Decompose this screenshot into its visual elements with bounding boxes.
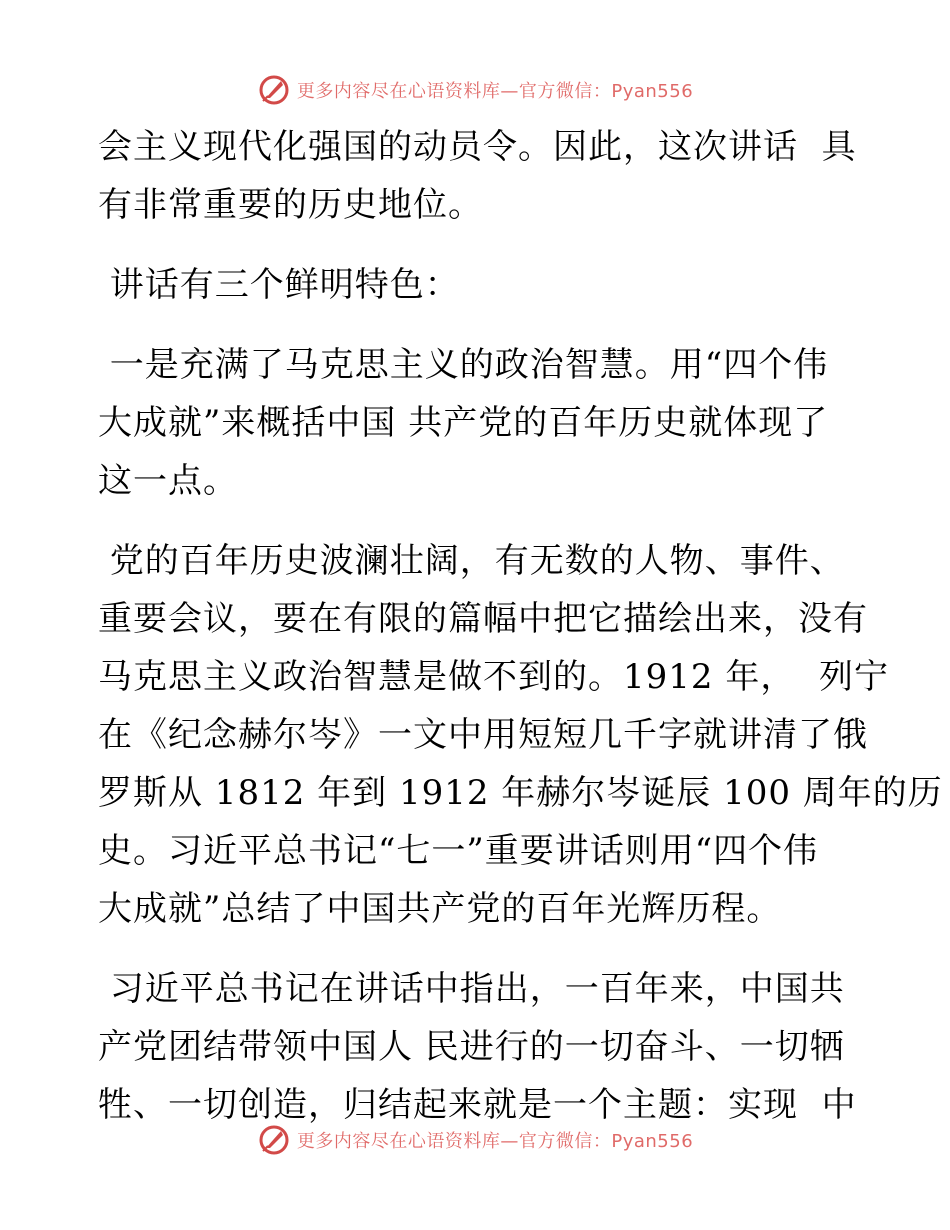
text-line: 会主义现代化强国的动员令。因此，这次讲话 具 (98, 127, 857, 167)
document-body (98, 118, 943, 1134)
text-line: 大成就”来概括中国 共产党的百年历史就体现了 (98, 403, 829, 443)
text-line: 牲、一切创造，归结起来就是一个主题：实现 中 (98, 1085, 857, 1125)
paragraph (98, 532, 943, 938)
text-line: 史。习近平总书记“七一”重要讲话则用“四个伟 (98, 831, 819, 871)
quill-logo-icon (257, 1123, 291, 1157)
watermark-text: 更多内容尽在心语资料库—官方微信：Pyan556 (296, 81, 694, 102)
text-line: 罗斯从 1812 年到 1912 年赫尔岑诞辰 100 周年的历 (98, 773, 943, 813)
text-line: 重要会议，要在有限的篇幅中把它描绘出来，没有 (98, 599, 868, 639)
paragraph (98, 256, 858, 314)
quill-logo-icon (257, 73, 291, 107)
paragraph (98, 960, 858, 1134)
watermark-header (0, 70, 950, 110)
paragraph (98, 336, 858, 510)
watermark-text: 更多内容尽在心语资料库—官方微信：Pyan556 (296, 1131, 694, 1152)
watermark-footer (0, 1120, 950, 1160)
text-line: 大成就”总结了中国共产党的百年光辉历程。 (98, 889, 782, 929)
text-line: 习近平总书记在讲话中指出，一百年来，中国共 (98, 969, 845, 1009)
text-line: 在《纪念赫尔岑》一文中用短短几千字就讲清了俄 (98, 715, 868, 755)
text-line: 马克思主义政治智慧是做不到的。1912 年， 列宁 (98, 657, 889, 697)
text-line: 党的百年历史波澜壮阔，有无数的人物、事件、 (98, 541, 845, 581)
paragraph (98, 118, 858, 234)
text-line: 产党团结带领中国人 民进行的一切奋斗、一切牺 (98, 1027, 845, 1067)
text-line: 这一点。 (98, 461, 238, 501)
text-line: 讲话有三个鲜明特色： (98, 265, 460, 305)
text-line: 有非常重要的历史地位。 (98, 185, 483, 225)
text-line: 一是充满了马克思主义的政治智慧。用“四个伟 (98, 345, 829, 385)
